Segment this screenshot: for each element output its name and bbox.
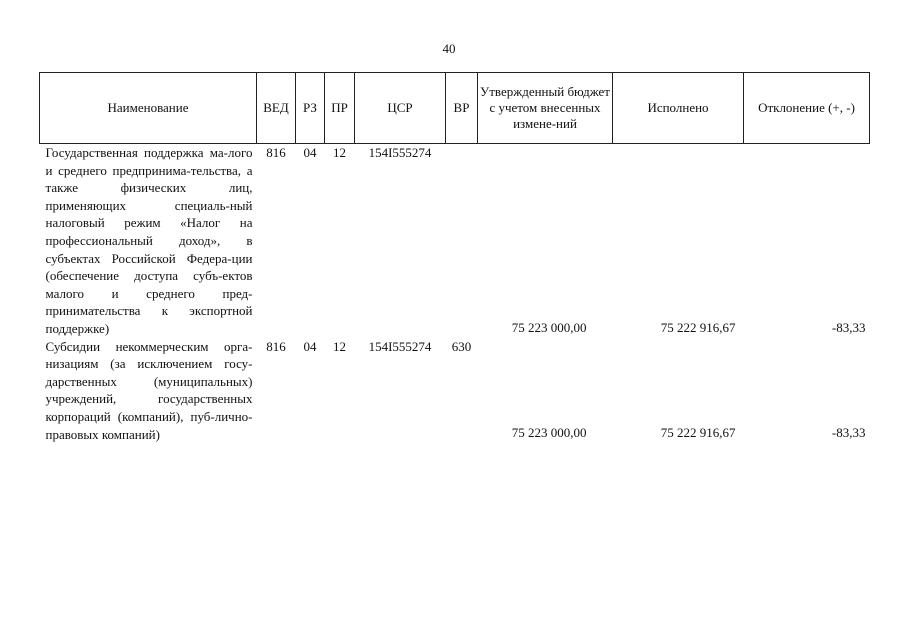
header-pr: ПР bbox=[325, 73, 355, 144]
budget-table bbox=[39, 72, 870, 447]
header-ved: ВЕД bbox=[257, 73, 296, 144]
row-executed: 75 222 916,67 bbox=[660, 319, 736, 335]
table-header-row bbox=[40, 73, 870, 144]
row-approved: 75 223 000,00 bbox=[511, 424, 587, 440]
header-approved: Утвержденный бюджет с учетом внесенных измене-ний bbox=[478, 73, 613, 144]
row-vr bbox=[446, 144, 478, 338]
header-csr: ЦСР bbox=[355, 73, 446, 144]
row-rz: 04 bbox=[303, 145, 317, 160]
header-rz: РЗ bbox=[296, 73, 325, 144]
row-name: Субсидии некоммерческим орга-низациям (за исключением госу-дарственных (муниципальных) учреждений, государственных корпораций (компаний), пуб-лично-правовых компаний) bbox=[45, 338, 253, 442]
table-row bbox=[40, 144, 870, 338]
header-executed: Исполнено bbox=[613, 73, 744, 144]
row-csr: 154I555274 bbox=[368, 338, 432, 354]
row-csr: 154I555274 bbox=[368, 145, 432, 160]
row-name: Государственная поддержка ма-лого и среднего предпринима-тельства, а также физических лиц, применяющих специаль-ный налоговый режим «Налог на профессиональный доход», в субъектах Российской Федера-ции (обеспечение доступа субъ-ектов малого и среднего пред-принимательства к экспортной поддержке) bbox=[45, 145, 253, 336]
row-rz: 04 bbox=[303, 338, 317, 354]
header-name: Наименование bbox=[40, 73, 257, 144]
row-pr: 12 bbox=[333, 145, 346, 160]
row-deviation: -83,33 bbox=[831, 319, 866, 335]
header-deviation: Отклонение (+, -) bbox=[744, 73, 870, 144]
table-row bbox=[40, 338, 870, 447]
row-ved: 816 bbox=[266, 338, 286, 354]
header-vr: ВР bbox=[446, 73, 478, 144]
row-approved: 75 223 000,00 bbox=[511, 319, 587, 335]
row-executed: 75 222 916,67 bbox=[660, 424, 736, 440]
row-pr: 12 bbox=[333, 338, 346, 354]
row-deviation: -83,33 bbox=[831, 424, 866, 440]
row-vr: 630 bbox=[451, 338, 472, 354]
row-ved: 816 bbox=[266, 145, 286, 160]
page-number: 40 bbox=[442, 41, 456, 56]
